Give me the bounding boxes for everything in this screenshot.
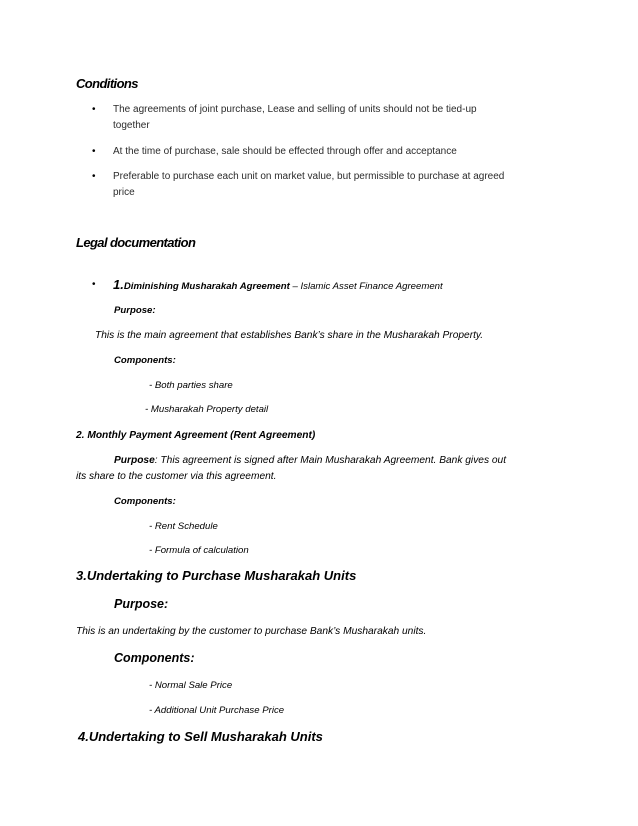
agreement-3-components-label: Components: (114, 651, 195, 665)
conditions-heading: Conditions (76, 76, 138, 91)
agreement-3-purpose-label: Purpose: (114, 597, 169, 611)
agreement-3-component-2: - Additional Unit Purchase Price (149, 705, 285, 716)
agreement-1-purpose-text: This is the main agreement that establishes Bank’s share in the Musharakah Property. (95, 330, 484, 341)
agreement-1-component-1: - Both parties share (149, 380, 233, 391)
agreement-2-heading: 2. Monthly Payment Agreement (Rent Agreement) (76, 430, 316, 441)
bullet-icon: • (92, 171, 96, 182)
agreement-3-component-1: - Normal Sale Price (149, 680, 233, 691)
agreement-1-subtitle: – Islamic Asset Finance Agreement (289, 281, 443, 292)
agreement-2-purpose-label: Purpose (114, 455, 155, 466)
agreement-1-component-2: - Musharakah Property detail (145, 404, 269, 415)
legal-documentation-heading: Legal documentation (76, 235, 196, 250)
agreement-3-heading: 3.Undertaking to Purchase Musharakah Units (76, 568, 357, 583)
condition-3-line-2: price (113, 187, 135, 198)
agreement-1-title: Diminishing Musharakah Agreement (123, 281, 290, 292)
agreement-1-purpose-label: Purpose: (114, 305, 156, 316)
agreement-2-component-1: - Rent Schedule (149, 521, 218, 532)
agreement-2-purpose-text: : This agreement is signed after Main Musharakah Agreement. Bank gives out (154, 455, 507, 466)
condition-2-line-1: At the time of purchase, sale should be effected through offer and acceptance (113, 146, 457, 157)
agreement-3-purpose-text: This is an undertaking by the customer to purchase Bank’s Musharakah units. (76, 626, 427, 637)
agreement-2-purpose-line-2: its share to the customer via this agreement. (76, 471, 277, 482)
bullet-icon: • (92, 279, 96, 290)
agreement-1-number: 1. (113, 277, 124, 292)
agreement-2-purpose-line-1 (114, 455, 506, 467)
bullet-icon: • (92, 104, 96, 115)
condition-1-line-2: together (113, 120, 150, 131)
bullet-icon: • (92, 146, 96, 157)
condition-1-line-1: The agreements of joint purchase, Lease and selling of units should not be tied-up (113, 104, 477, 115)
agreement-2-components-label: Components: (114, 496, 176, 507)
agreement-4-heading: 4.Undertaking to Sell Musharakah Units (78, 729, 323, 744)
condition-3-line-1: Preferable to purchase each unit on market value, but permissible to purchase at agreed (113, 171, 505, 182)
agreement-2-component-2: - Formula of calculation (149, 545, 249, 556)
agreement-1-heading (113, 276, 443, 294)
agreement-1-components-label: Components: (114, 355, 176, 366)
